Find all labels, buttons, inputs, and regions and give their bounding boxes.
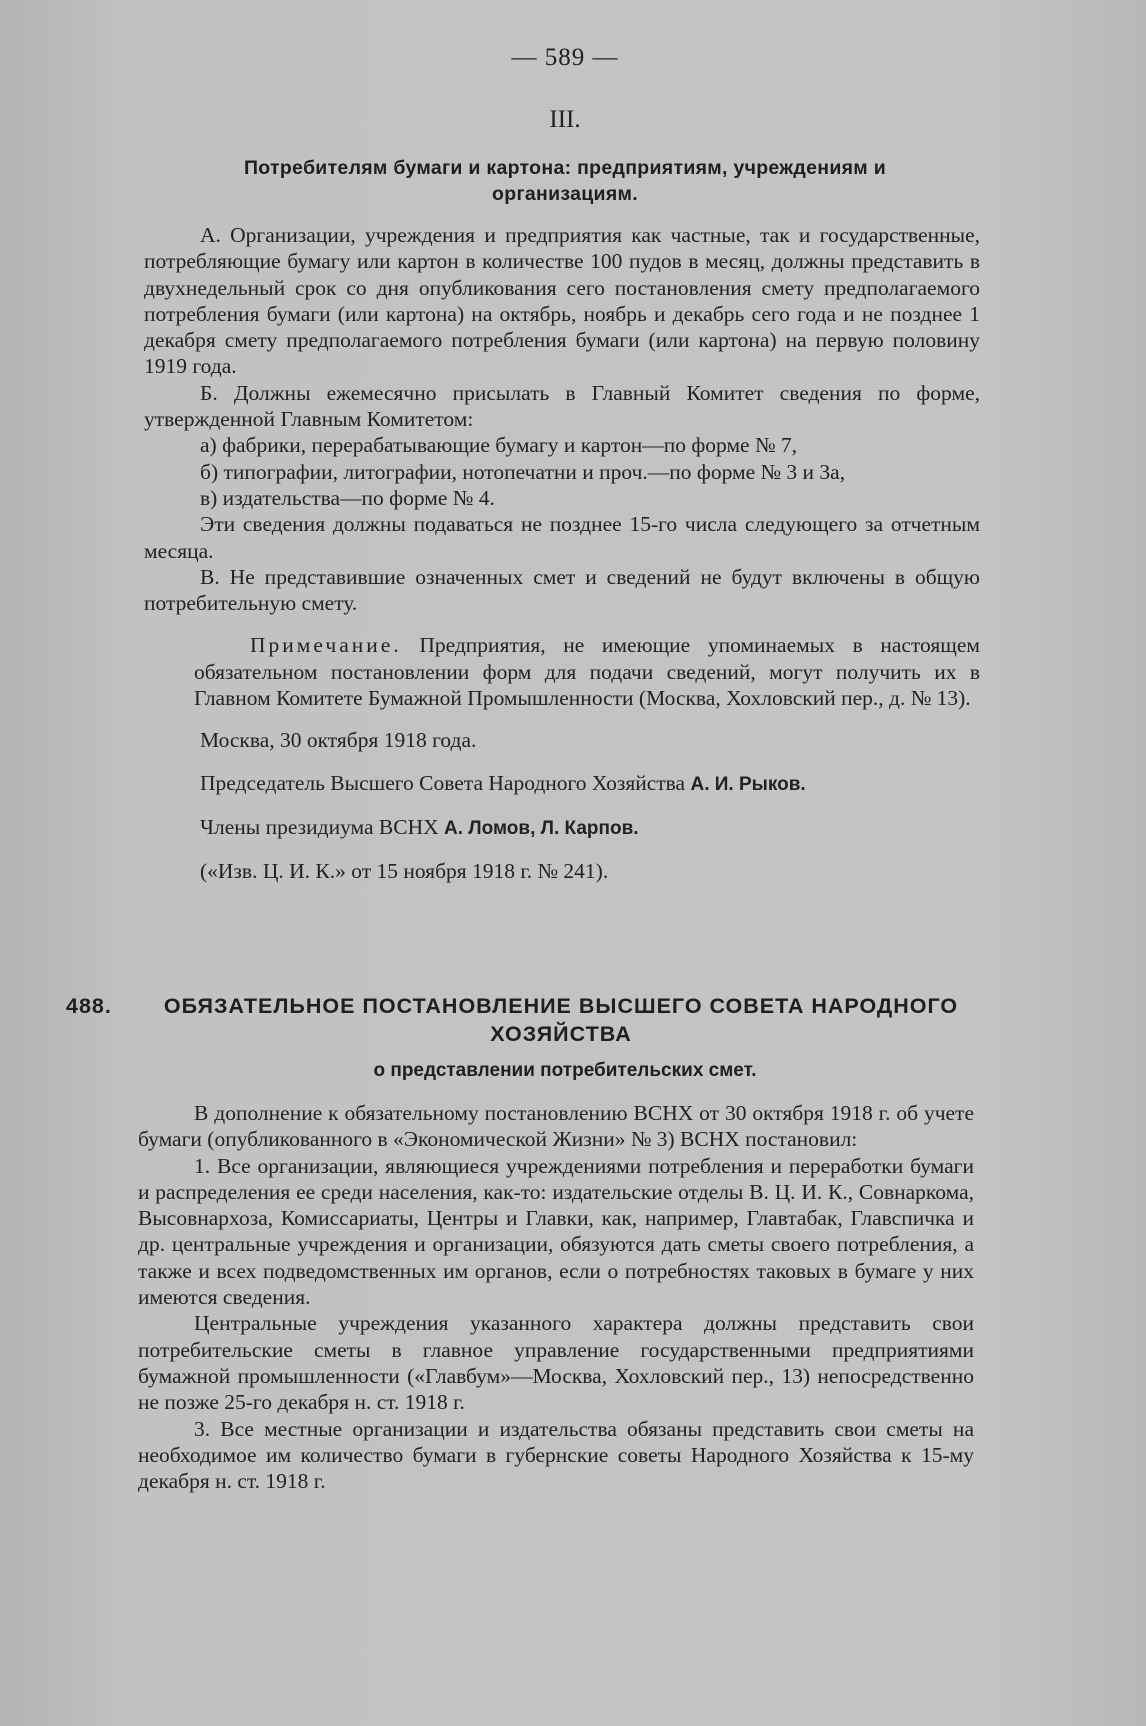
paragraph-v: В. Не представившие означенных смет и сведений не будут включены в общую потребительную смету. — [144, 564, 980, 616]
list-item-c: в) издательства—по форме № 4. — [200, 485, 495, 510]
document-number: 488. — [66, 994, 112, 1018]
section-body — [144, 222, 980, 885]
section-numeral: III. — [549, 106, 581, 133]
list-item-b: б) типографии, литографии, нотопечатни и проч.—по форме № 3 и 3а, — [200, 459, 846, 484]
members-names: А. Ломов, Л. Карпов. — [444, 817, 639, 839]
deadline-paragraph: Эти сведения должны подаваться не позднее 15-го числа следующего за отчетным месяца. — [144, 512, 980, 563]
point-3: 3. Все местные организации и издательства обязаны представить свои сметы на необходимое им количество бумаги в губернские советы Народного Хозяйства к 15-му декабря н. ст. 1918 г. — [138, 1416, 974, 1494]
chairman-title: Председатель Высшего Совета Народного Хозяйства — [200, 770, 686, 795]
source-citation: («Изв. Ц. И. К.» от 15 ноября 1918 г. № 241). — [200, 859, 609, 884]
chairman-name: А. И. Рыков. — [690, 773, 806, 795]
document-subtitle: о представлении потребительских смет. — [373, 1060, 757, 1081]
paragraph-b: Б. Должны ежемесячно присылать в Главный Комитет сведения по форме, утвержденной Главным Комитетом: — [144, 380, 980, 432]
point-2: Центральные учреждения указанного характера должны представить свои потребительские сметы в главное управление государственными предприятиями бумажной промышленности («Главбум»—Москва, Хохловский пер., 13) непосредственно не позже 25-го декабря н. ст. 1918 г. — [138, 1311, 974, 1415]
document-title: ОБЯЗАТЕЛЬНОЕ ПОСТАНОВЛЕНИЕ ВЫСШЕГО СОВЕТА НАРОДНОГО ХОЗЯЙСТВА — [163, 994, 959, 1046]
note-label: Примечание. — [250, 633, 402, 658]
document-body — [138, 1100, 974, 1494]
place-date: Москва, 30 октября 1918 года. — [200, 728, 477, 753]
point-1: 1. Все организации, являющиеся учреждениями потребления и переработки бумаги и распределения ее среди населения, как-то: издательские отделы В. Ц. И. К., Совнаркома, Высовнархоза, Комиссариаты, Центры и Главки, как, например, Главтабак, Главспичка и др. центральные учреждения и организации, обязуются дать сметы своего потребления, а также и всех подведомственных им органов, если о потребностях таковых в бумаге у них имеются сведения. — [138, 1153, 974, 1310]
document-title-block — [66, 992, 986, 1048]
paragraph-a: А. Организации, учреждения и предприятия как частные, так и государственные, потребляющие бумагу или картон в количестве 100 пудов в месяц, должны представить в двухнедельный срок со дня опубликования сего постановления смету предполагаемого потребления бумаги (или картона) на октябрь, ноябрь и декабрь сего года и не позднее 1 декабря смету предполагаемого потребления бумаги (или картона) на первую половину 1919 года. — [144, 223, 980, 379]
section-heading: Потребителям бумаги и картона: предприятиям, учреждениям и организациям. — [243, 157, 887, 205]
members-title: Члены президиума ВСНХ — [200, 814, 439, 839]
note-block — [144, 632, 980, 711]
list-item-a: а) фабрики, перерабатывающие бумагу и картон—по форме № 7, — [200, 433, 797, 458]
intro-paragraph: В дополнение к обязательному постановлению ВСНХ от 30 октября 1918 г. об учете бумаги (опубликованного в «Экономической Жизни» № 3) ВСНХ постановил: — [138, 1101, 974, 1152]
page-number: — 589 — — [511, 44, 619, 71]
note-text: Предприятия, не имеющие упоминаемых в настоящем обязательном постановлении форм для подачи сведений, могут получить их в Главном Комитете Бумажной Промышленности (Москва, Хохловский пер., д. № 13). — [194, 633, 980, 711]
chairman-line — [144, 770, 980, 798]
members-line — [144, 814, 980, 842]
